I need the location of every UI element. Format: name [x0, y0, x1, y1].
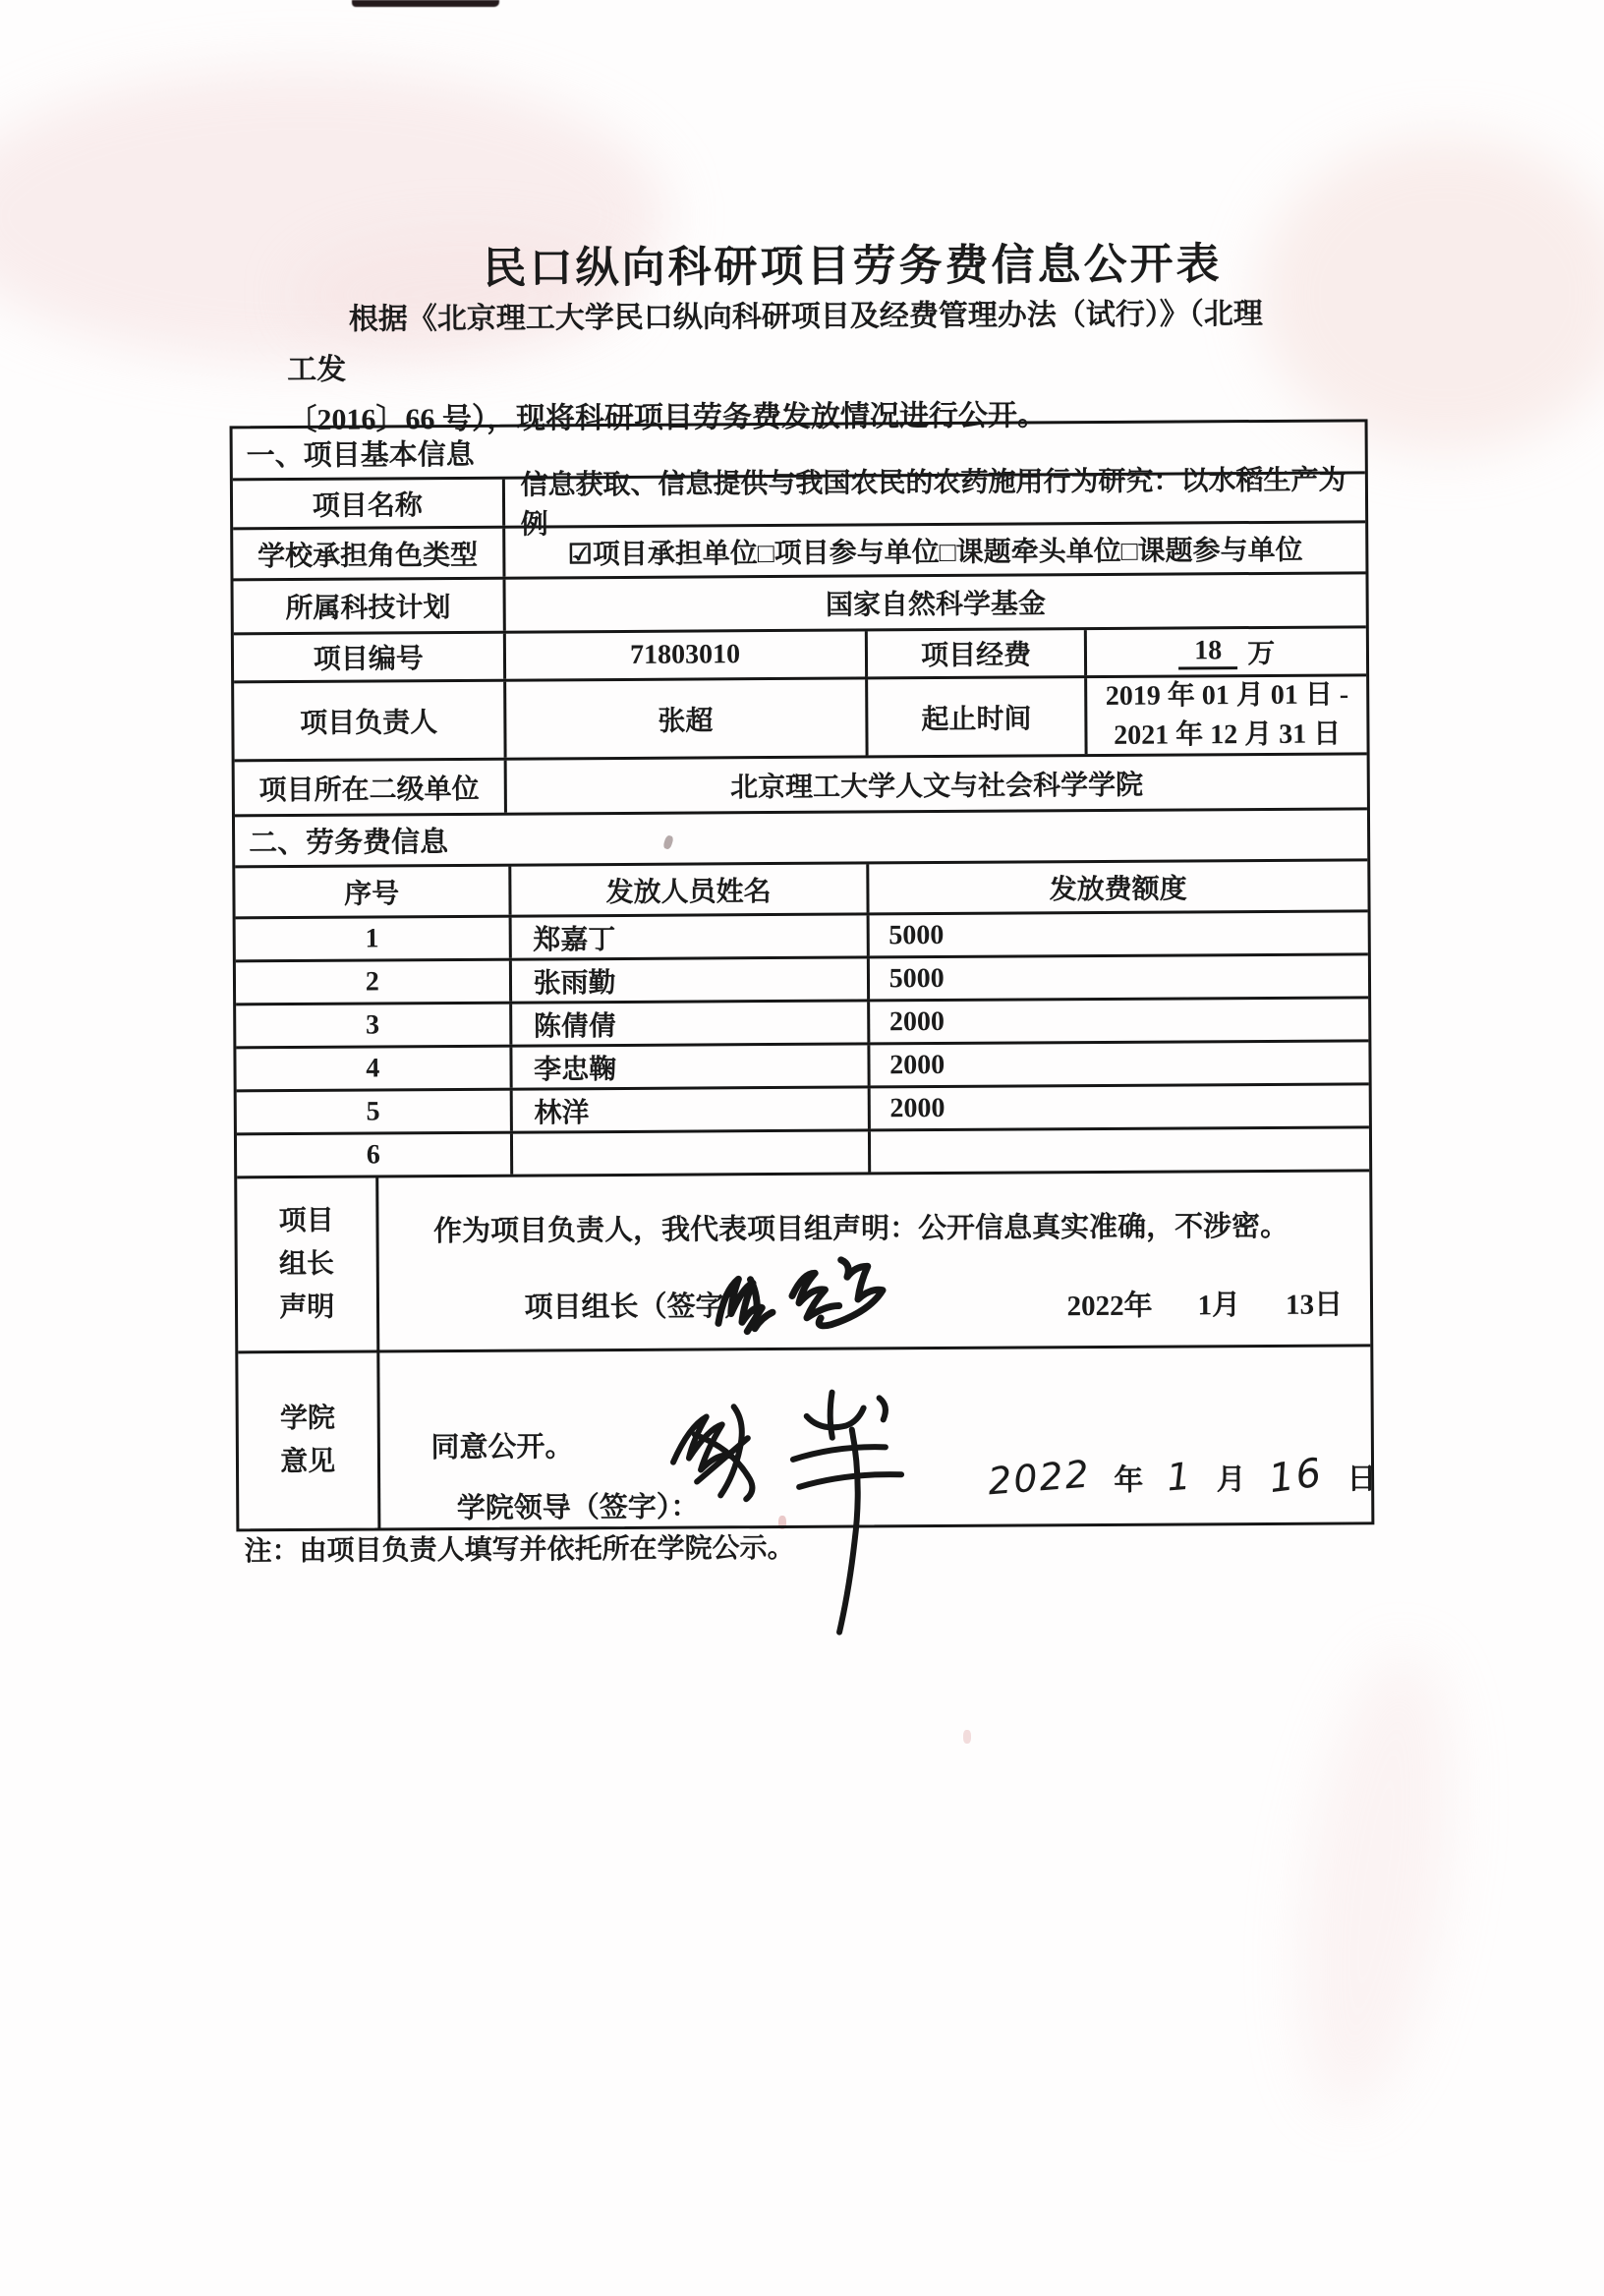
- declaration-date-day: 13日: [1285, 1289, 1344, 1321]
- secondary-unit-label: 项目所在二级单位: [258, 774, 480, 806]
- page-title: 民口纵向科研项目劳务费信息公开表: [483, 240, 1223, 293]
- payee-name: 李忠鞠: [509, 1045, 867, 1087]
- payee-amount: 5000: [866, 912, 1368, 955]
- table-row: [236, 996, 1368, 1046]
- row-secondary-unit: [235, 752, 1367, 814]
- opinion-date-day-handwritten: 16: [1266, 1450, 1327, 1503]
- row-role-type: [233, 520, 1365, 578]
- declaration-content: [375, 1172, 1371, 1349]
- opinion-date-day-unit: 日: [1346, 1463, 1377, 1496]
- row-leader-period: [234, 673, 1366, 759]
- project-name-value: 信息获取、信息提供与我国农民的农药施用行为研究：以水稻生产为例: [501, 474, 1365, 525]
- intro-line-2: 〔2016〕66 号），现将科研项目劳务费发放情况进行公开。: [287, 399, 1048, 437]
- row-index: 3: [365, 1008, 380, 1041]
- table-row: [236, 1039, 1368, 1089]
- payee-amount: 5000: [867, 955, 1369, 999]
- period-value: [1085, 676, 1367, 754]
- payee-name: 张雨勤: [508, 958, 866, 1001]
- table-row: [237, 1125, 1369, 1176]
- project-number-label: 项目编号: [313, 644, 424, 675]
- dean-sign-label: 学院领导（签字）：: [456, 1491, 700, 1525]
- row-index: 4: [366, 1052, 380, 1084]
- row-program: [233, 571, 1365, 632]
- period-line-2: 2021 年 12 月 31 日: [1114, 718, 1342, 751]
- period-line-1: 2019 年 01 月 01 日 -: [1105, 678, 1349, 712]
- row-index: 2: [365, 965, 379, 998]
- payee-amount: 2000: [867, 1042, 1369, 1085]
- opinion-date-year-handwritten: 2022: [986, 1452, 1092, 1504]
- col-header-index: 序号: [344, 878, 400, 910]
- declaration-date-month: 1月: [1197, 1290, 1241, 1322]
- declaration-label-line: 声明: [279, 1292, 335, 1323]
- payee-name: [510, 1131, 868, 1174]
- opinion-label-line: 学院: [279, 1403, 336, 1435]
- col-header-name: 发放人员姓名: [508, 864, 866, 914]
- row-college-opinion: [238, 1344, 1377, 1528]
- opinion-content: [376, 1347, 1377, 1527]
- section1-header: 一、项目基本信息: [246, 438, 475, 472]
- row-index: 6: [366, 1138, 380, 1171]
- opinion-statement: 同意公开。: [430, 1431, 574, 1464]
- opinion-date-month-handwritten: 1: [1165, 1454, 1195, 1500]
- form-table: [230, 419, 1375, 1531]
- table-row: [237, 1082, 1369, 1132]
- program-value: 国家自然科学基金: [502, 574, 1366, 630]
- opinion-label: [238, 1353, 377, 1529]
- leader-sign-label: 项目组长（签字）：: [524, 1291, 768, 1324]
- role-type-label: 学校承担角色类型: [258, 540, 479, 572]
- declaration-label-line: 项目: [278, 1205, 334, 1236]
- declaration-label: [237, 1178, 376, 1351]
- budget-unit: 万: [1247, 638, 1276, 670]
- payee-name: 郑嘉丁: [508, 915, 866, 957]
- declaration-statement: 作为项目负责人，我代表项目组声明：公开信息真实准确，不涉密。: [432, 1210, 1289, 1248]
- payee-amount: [868, 1128, 1370, 1172]
- payee-amount: 2000: [867, 999, 1369, 1042]
- leader-label: 项目负责人: [300, 707, 438, 739]
- leader-value: 张超: [503, 679, 866, 757]
- table-row: [236, 909, 1368, 959]
- declaration-date: [1066, 1282, 1343, 1324]
- row-leader-declaration: [237, 1169, 1370, 1350]
- declaration-label-line: 组长: [278, 1248, 335, 1280]
- program-label: 所属科技计划: [285, 593, 451, 625]
- footer-note: 注：由项目负责人填写并依托所在学院公示。: [244, 1532, 795, 1568]
- project-number-value: 71803010: [502, 631, 864, 678]
- secondary-unit-value: 北京理工大学人文与社会科学学院: [503, 755, 1367, 812]
- payee-name: 林洋: [509, 1088, 867, 1130]
- row-number-budget: [234, 625, 1366, 680]
- budget-amount: 18: [1178, 635, 1237, 669]
- project-name-label: 项目名称: [312, 489, 423, 522]
- declaration-date-year: 2022年: [1066, 1290, 1153, 1323]
- row-index: 5: [366, 1095, 380, 1127]
- opinion-date: [986, 1450, 1390, 1504]
- row-index: 1: [365, 922, 379, 954]
- intro-line-1: 根据《北京理工大学民口纵向科研项目及经费管理办法（试行）》（北理工发: [287, 297, 1263, 387]
- row-project-name: [233, 464, 1365, 541]
- table-row: [236, 952, 1368, 1003]
- col-header-amount: 发放费额度: [866, 861, 1368, 912]
- budget-label: 项目经费: [864, 630, 1084, 676]
- payee-amount: 2000: [867, 1085, 1369, 1128]
- labor-table-header: [235, 858, 1367, 916]
- role-type-checkboxes: ☑项目承担单位□项目参与单位□课题牵头单位□课题参与单位: [502, 523, 1366, 576]
- opinion-label-line: 意见: [280, 1446, 336, 1478]
- payee-name: 陈倩倩: [509, 1002, 867, 1044]
- opinion-date-month-unit: 月: [1216, 1464, 1246, 1497]
- period-label: 起止时间: [865, 678, 1085, 755]
- opinion-date-year-unit: 年: [1114, 1464, 1144, 1497]
- section2-header: 二、劳务费信息: [235, 807, 1367, 865]
- budget-value-cell: [1084, 628, 1366, 675]
